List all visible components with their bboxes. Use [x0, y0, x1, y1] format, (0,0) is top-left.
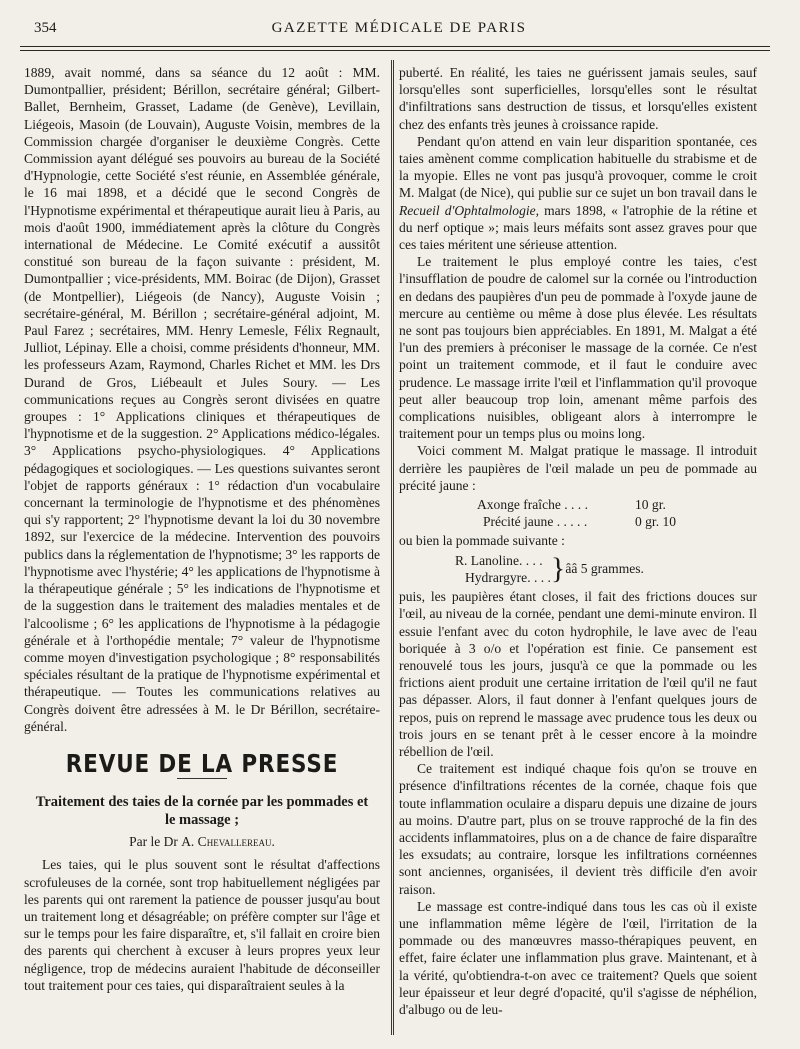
prescription-2	[455, 552, 644, 586]
text-run: Pendant qu'on attend en vain leur disparition spontanée, ces taies amènent comme complication habituelle du strabisme et de la myopie. Elles ne vont pas jusqu'à provoquer, comme le croit M. Malgat (de Nice), qui publie sur ce sujet un bon travail dans le	[399, 133, 757, 201]
article-paragraph: Le traitement le plus employé contre les taies, c'est l'insufflation de poudre de calomel sur la cornée ou l'introduction en dedans des paupières d'un peu de pommade à l'oxyde jaune de mercure au centième ou même à dose plus élevée. Les résultats ne sont pas toujours bien appréciables. En 1891, M. Malgat a été l'un des premiers à préconiser le massage de la cornée. Ce n'est point un traitement commode, et il faut le conduire avec prudence. Le massage irrite l'œil et l'inflammation qu'il provoque peut aller beaucoup trop loin, amenant même parfois des complications nuisibles, obligeant alors à interrompre le traitement pour un temps plus ou moins long.	[399, 254, 757, 442]
header-rule	[20, 46, 770, 47]
prescription-row	[477, 513, 676, 530]
article-paragraph: puberté. En réalité, les taies ne guérissent jamais seules, sauf lorsqu'elles sont superficielles, lorsqu'elles sont le résultat d'infiltrations sans destruction de tissus, et lorsqu'elles existent chez des enfants très jeunes à croissance rapide.	[399, 65, 757, 132]
article-paragraph	[399, 133, 757, 253]
byline-prefix: Par le Dr	[129, 834, 178, 850]
ingredient: Axonge fraîche . . . .	[477, 497, 588, 513]
quantity: 10 gr.	[635, 497, 666, 513]
quantity: ââ 5 grammes.	[565, 561, 644, 577]
ingredient: Précité jaune . . . . .	[483, 514, 588, 530]
quantity: 0 gr. 10	[635, 514, 677, 530]
running-header	[28, 20, 770, 42]
article-title: Traitement des taies de la cornée par les pommades et le massage ;	[35, 794, 369, 829]
ingredient: Hydrargyre. . . .	[465, 569, 551, 585]
byline	[24, 833, 380, 850]
section-heading: REVUE DE LA PRESSE	[65, 748, 339, 778]
page-number: 354	[34, 20, 57, 36]
journal-title: Recueil d'Ophtalmologie,	[399, 202, 540, 218]
congress-paragraph: 1889, avait nommé, dans sa séance du 12 août : MM. Dumontpallier, président; Bérillon, secrétaire général; Gilbert-Ballet, Bernheim, Grasset, Ladame (de Genève), Levillain, Liégeois, Masoin (de Louvain), Auguste Voisin, membres de la Commission chargée d'organiser le deuxième Congrès. Cette Commission ayant délégué ses pouvoirs au bureau de la Société d'Hypnologie, cette Société s'est réunie, en Assemblée générale, le 16 mai 1898, et a décidé que le second Congrès de l'Hypnotisme expérimental et thérapeutique aurait lieu à Paris, au mois d'août 1900, immédiatement après la clôture du Congrès international de Médecine. Le Comité exécutif a aussitôt constitué son bureau de la façon suivante : président, M. Dumontpallier ; vice-présidents, MM. Boirac (de Dijon), Grasset (de Montpellier), Liégeois (de Nancy), Auguste Voisin ; secrétaire-général, M. Bérillon ; secrétaire-général adjoint, M. Paul Farez ; secrétaires, MM. Henry Lemesle, Félix Regnault, Julliot, Lépinay. Elle a choisi, comme présidents d'honneur, MM. les professeurs Azam, Raymond, Charles Richet et MM. les Drs Durand de Gros, Liébeault et Jules Soury. — Les communications reçues au Congrès seront divisées en quatre groupes : 1° Applications cliniques et thérapeutiques de l'hypnotisme et de la suggestion. 2° Applications médico-légales. 3° Applications psycho-physiologiques. 4° Applications pédagogiques et sociologiques. — Les questions suivantes seront l'objet de rapports généraux : 1° rédaction d'un vocabulaire concernant la terminologie de l'hypnotisme et des phénomènes qui s'y rapportent; 2° l'hypnotisme devant la loi du 30 novembre 1892, sur l'exercice de la médecine. Intervention des pouvoirs publics dans la réglementation de l'hypnotisme; 3° les rapports de l'hypnotisme avec l'hystérie; 4° les applications de l'hypnotisme à la thérapeutique générale ; 5° les indications de l'hypnotisme et de la suggestion dans le traitement des maladies mentales et de l'alcoolisme ; 6° les applications de l'hypnotisme à la pédagogie générale et à l'orthopédie mentale; 7° valeur de l'hypnotisme comme moyen d'investigation psychologique ; 8° responsabilités spéciales résultant de la pratique de l'hypnotisme expérimental et thérapeutique. — Toutes les communications relatives au Congrès doivent être adressées à M. le Dr Bérillon, secrétaire-général.	[24, 65, 380, 734]
ingredient: R. Lanoline. . . .	[455, 552, 543, 568]
left-column	[24, 64, 380, 994]
ingredient-list	[455, 552, 551, 586]
prescription-intro: ou bien la pommade suivante :	[399, 533, 565, 549]
prescription-1	[477, 496, 676, 530]
right-column	[399, 64, 757, 1018]
prescription-row	[477, 496, 676, 513]
column-divider	[391, 60, 392, 1035]
article-paragraph: Ce traitement est indiqué chaque fois qu'on se trouve en présence d'infiltrations récentes de la cornée, chaque fois que toute inflammation oculaire a disparu depuis une dizaine de jours au moins. D'autre part, plus on se trouve rapproché de la fin des accidents inflammatoires, plus on a de chance de faire disparaître les exsudats; au contraire, lorsque les infiltrations cornéennes sont anciennes, organisées, il devient très difficile d'en avoir raison.	[399, 761, 757, 897]
text-run: mars 1898, « l'atrophie de la rétine et du nerf optique »; mais leurs méfaits sont assez graves pour que ces taies méritent une sérieuse attention.	[399, 202, 757, 253]
column-divider-double	[393, 60, 394, 1035]
article-paragraph: puis, les paupières étant closes, il fait des frictions douces sur l'œil, au niveau de la cornée, pendant une demi-minute environ. Il essuie l'enfant avec du coton hydrophile, le lave avec de l'eau boriquée à 3 o/o et l'opération est finie. Ce pansement est renouvelé tous les jours, jusqu'à ce que la pommade ou les frictions aient produit une certaine irritation de l'œil qu'il ne faut pas dépasser. Alors, il faut donner à l'enfant quelques jours de repos, puis on reprend le massage avec prudence tous les deux ou trois jours en se tenant prêt à le cesser encore à la moindre rébellion de l'œil.	[399, 589, 757, 759]
article-paragraph: Le massage est contre-indiqué dans tous les cas où il existe une inflammation même légère de l'œil, l'irritation de la pommade ou des manœuvres masso-thérapiques peuvent, en effet, faire éclater une inflammation plus grave. Maintenant, et à la vérité, qu'obtiendra-t-on avec ce traitement? Quels que soient leur épaisseur et leur degré d'opacité, qu'il s'agisse de néphélion, d'albugo ou de leu-	[399, 898, 757, 1017]
article-paragraph: Voici comment M. Malgat pratique le massage. Il introduit derrière les paupières de l'œil malade un peu de pommade au précité jaune :	[399, 443, 757, 493]
section-rule	[177, 778, 227, 779]
running-title: GAZETTE MÉDICALE DE PARIS	[271, 20, 527, 36]
byline-author: A. Chevallereau.	[181, 834, 275, 850]
article-paragraph: Les taies, qui le plus souvent sont le résultat d'affections scrofuleuses de la cornée, sont trop habituellement négligées par les parents qui ont rarement la patience de pousser jusqu'au bout un traitement long et désagréable; on préfère compter sur l'âge et sur le temps pour les faire disparaître, et, s'il fallait en croire bien des parents qui cherchent à excuser à leurs propres yeux leur négligence, trop de médecins auraient l'habitude de déconseiller tout traitement pour ces taies, qui disparaîtraient seules à la	[24, 857, 380, 993]
header-rule-thin	[20, 50, 770, 51]
brace-mark: }	[550, 551, 566, 585]
